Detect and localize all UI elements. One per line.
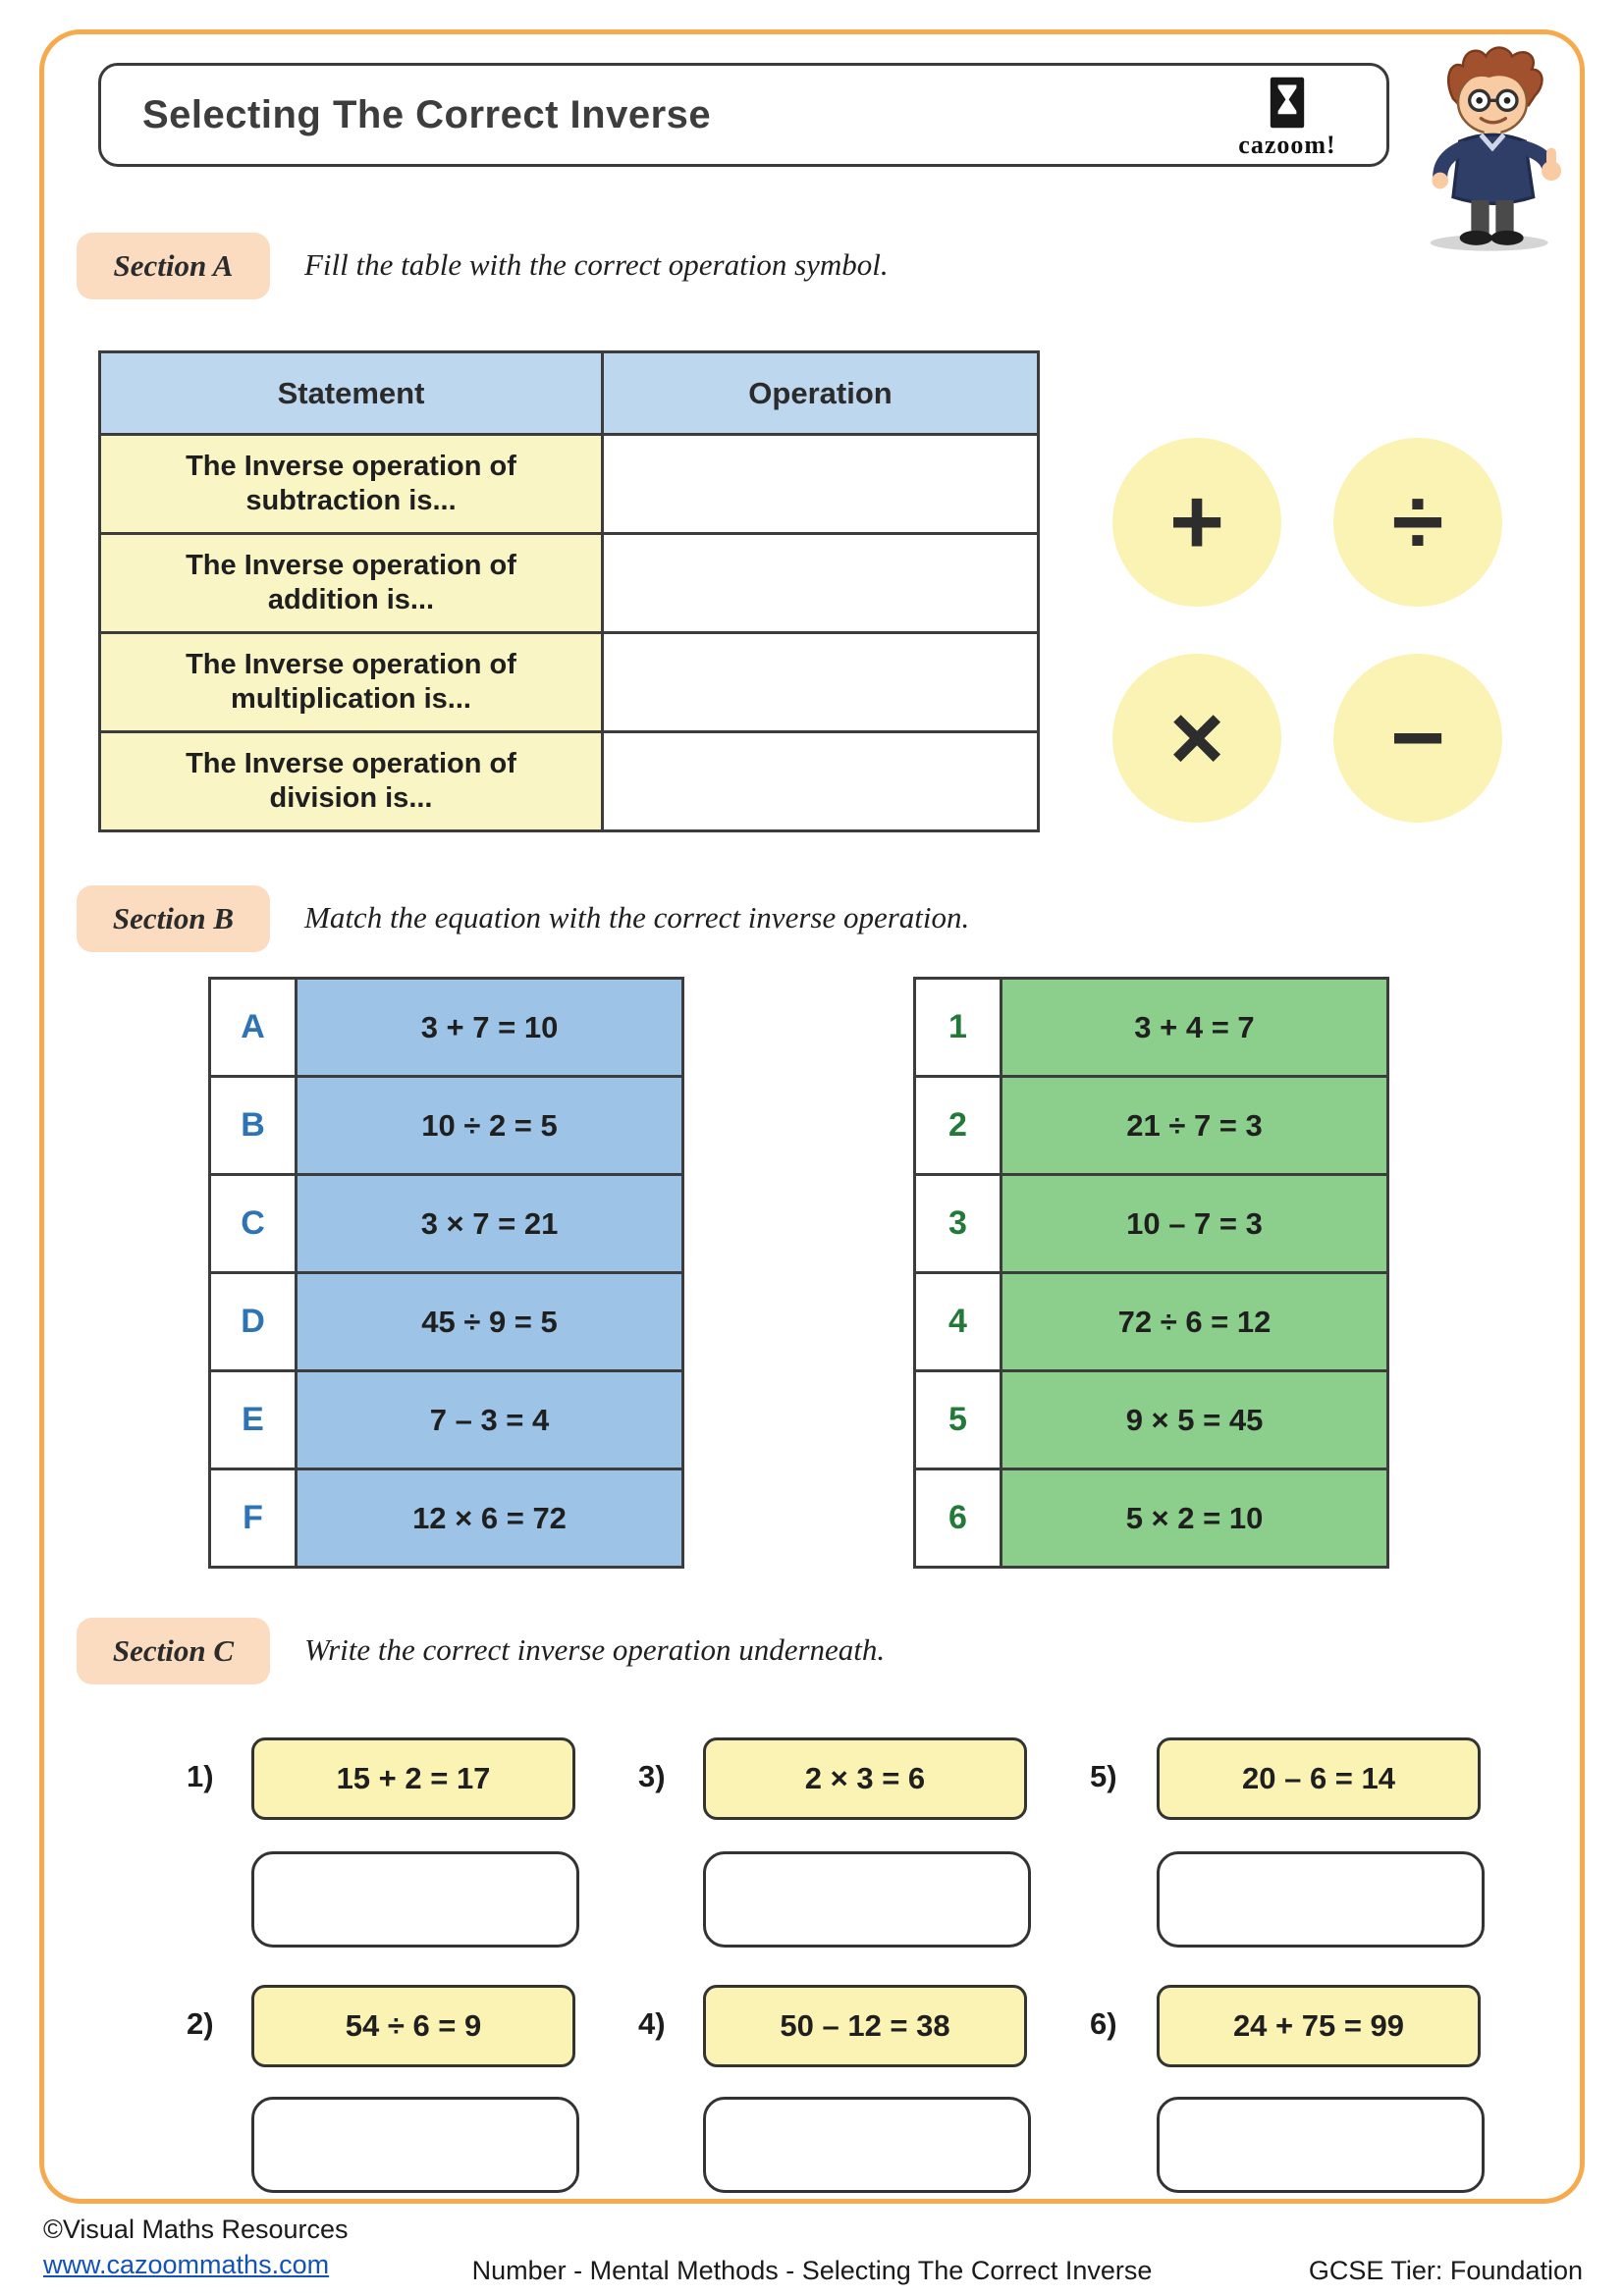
multiply-symbol-circle[interactable]: × [1112,654,1281,823]
statement-cell: The Inverse operation of division is... [100,732,603,831]
problem-equation: 20 – 6 = 14 [1157,1737,1481,1820]
match-row[interactable] [915,1469,1388,1568]
problem-equation: 2 × 3 = 6 [703,1737,1027,1820]
match-row[interactable] [210,1175,683,1273]
page-title: Selecting The Correct Inverse [142,92,712,136]
row-letter: D [210,1273,297,1371]
problem-number: 3) [638,1759,666,1793]
equation-cell: 7 – 3 = 4 [297,1371,683,1469]
table-row [100,435,1039,534]
footer-website-link[interactable]: www.cazoommaths.com [43,2250,330,2279]
row-letter: C [210,1175,297,1273]
problem-equation: 15 + 2 = 17 [251,1737,575,1820]
problem-number: 1) [187,1759,214,1793]
operation-answer-cell[interactable] [603,732,1039,831]
section-a-instruction: Fill the table with the correct operation symbol. [304,247,889,282]
match-table-equations [208,977,684,1569]
problem-number: 6) [1090,2006,1117,2041]
problem-equation: 50 – 12 = 38 [703,1985,1027,2067]
footer-breadcrumb: Number - Mental Methods - Selecting The Correct Inverse [471,2256,1153,2285]
problem-number: 2) [187,2006,214,2041]
match-row[interactable] [210,1077,683,1175]
equation-cell: 10 ÷ 2 = 5 [297,1077,683,1175]
match-row[interactable] [915,1273,1388,1371]
section-c-label: Section C [77,1618,270,1684]
table-row [100,732,1039,831]
row-letter: A [210,979,297,1077]
match-row[interactable] [210,1273,683,1371]
section-c-instruction: Write the correct inverse operation underneath. [304,1632,886,1667]
match-row[interactable] [915,1175,1388,1273]
answer-box[interactable] [251,2097,579,2193]
equation-cell: 72 ÷ 6 = 12 [1001,1273,1388,1371]
row-number: 6 [915,1469,1001,1568]
equation-cell: 3 + 4 = 7 [1001,979,1388,1077]
match-row[interactable] [915,1077,1388,1175]
problem-equation: 24 + 75 = 99 [1157,1985,1481,2067]
section-b-label: Section B [77,885,270,952]
answer-box[interactable] [1157,1851,1485,1948]
operation-answer-cell[interactable] [603,534,1039,633]
statement-cell: The Inverse operation of addition is... [100,534,603,633]
operation-answer-cell[interactable] [603,435,1039,534]
row-letter: F [210,1469,297,1568]
logo-brand-text: cazoom! [1238,131,1336,159]
match-row[interactable] [915,1371,1388,1469]
equation-cell: 21 ÷ 7 = 3 [1001,1077,1388,1175]
equation-cell: 9 × 5 = 45 [1001,1371,1388,1469]
problem-number: 4) [638,2006,666,2041]
match-row[interactable] [210,1469,683,1568]
statement-cell: The Inverse operation of multiplication is... [100,633,603,732]
answer-box[interactable] [1157,2097,1485,2193]
column-header-statement: Statement [100,352,603,435]
table-header-row [100,352,1039,435]
mascot-boy-illustration [1394,39,1591,253]
equation-cell: 12 × 6 = 72 [297,1469,683,1568]
title-bar [98,63,1389,167]
match-table-inverses [913,977,1389,1569]
problem-number: 5) [1090,1759,1117,1793]
equation-cell: 3 + 7 = 10 [297,979,683,1077]
column-header-operation: Operation [603,352,1039,435]
row-number: 1 [915,979,1001,1077]
row-letter: E [210,1371,297,1469]
plus-symbol-circle[interactable]: + [1112,438,1281,607]
section-b-instruction: Match the equation with the correct inverse operation. [304,900,970,934]
equation-cell: 45 ÷ 9 = 5 [297,1273,683,1371]
statement-cell: The Inverse operation of subtraction is... [100,435,603,534]
divide-symbol-circle[interactable]: ÷ [1333,438,1502,607]
answer-box[interactable] [251,1851,579,1948]
equation-cell: 3 × 7 = 21 [297,1175,683,1273]
row-number: 3 [915,1175,1001,1273]
cazoom-logo [1214,71,1361,165]
match-row[interactable] [915,979,1388,1077]
row-letter: B [210,1077,297,1175]
footer-copyright: ©Visual Maths Resources [43,2215,349,2244]
row-number: 2 [915,1077,1001,1175]
section-a-label: Section A [77,233,270,299]
hourglass-icon [1263,76,1312,130]
equation-cell: 10 – 7 = 3 [1001,1175,1388,1273]
minus-symbol-circle[interactable]: − [1333,654,1502,823]
table-row [100,534,1039,633]
table-row [100,633,1039,732]
answer-box[interactable] [703,2097,1031,2193]
match-row[interactable] [210,1371,683,1469]
equation-cell: 5 × 2 = 10 [1001,1469,1388,1568]
row-number: 5 [915,1371,1001,1469]
row-number: 4 [915,1273,1001,1371]
match-row[interactable] [210,979,683,1077]
operation-answer-cell[interactable] [603,633,1039,732]
footer-tier-label: GCSE Tier: Foundation [1308,2256,1583,2285]
operation-table [98,350,1040,832]
answer-box[interactable] [703,1851,1031,1948]
problem-equation: 54 ÷ 6 = 9 [251,1985,575,2067]
